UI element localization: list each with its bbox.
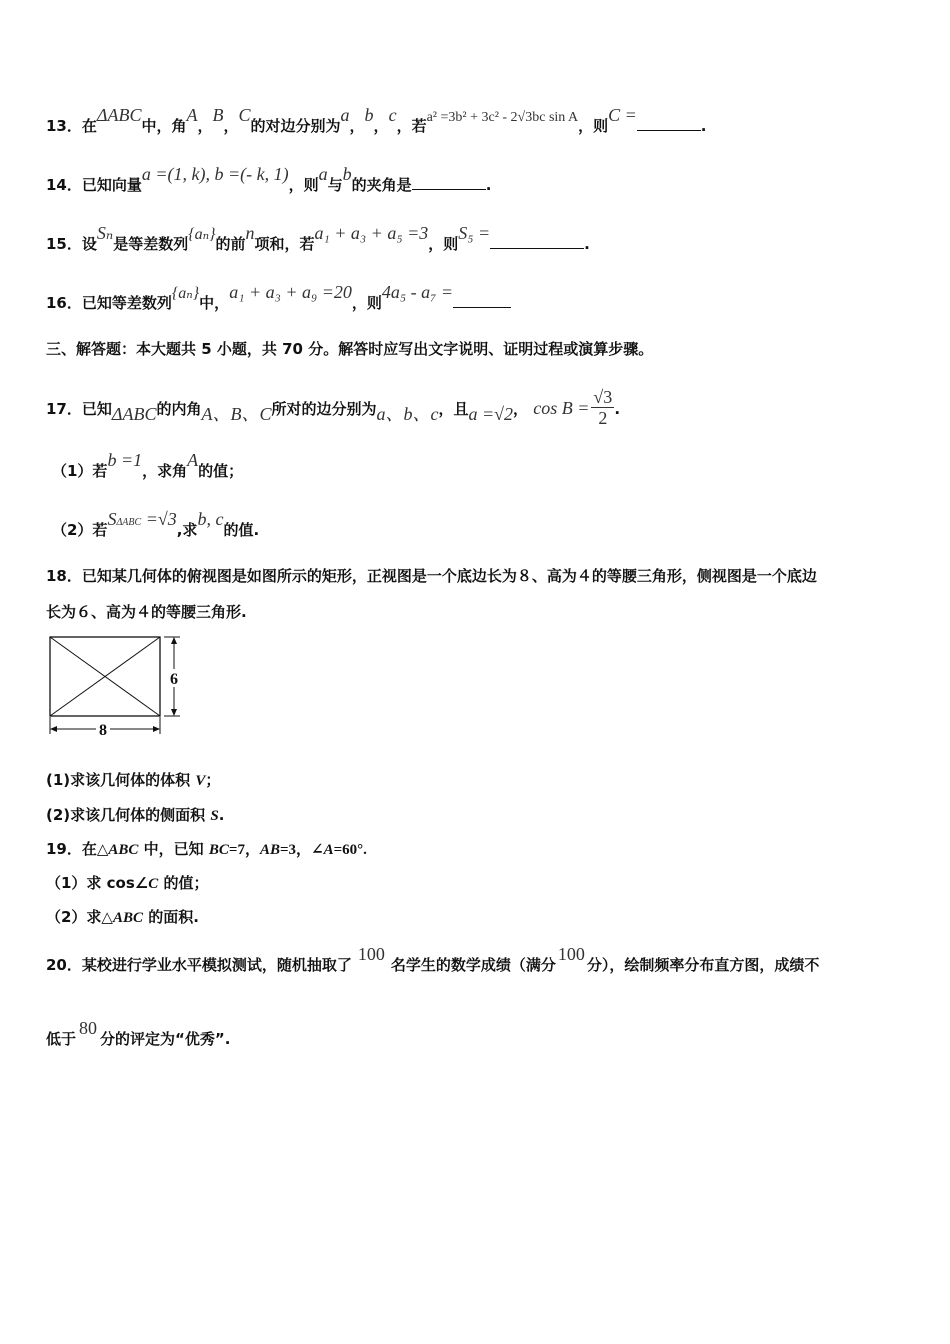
question-19-part-2 <box>46 907 199 928</box>
q20-text: 分），绘制频率分布直方图，成绩不 <box>586 956 820 974</box>
q13-text: ， <box>197 117 213 135</box>
q18-1-text: (1)求该几何体的体积 <box>46 771 196 789</box>
q14-number: 14． <box>46 176 82 194</box>
q13-text: . <box>700 117 707 135</box>
width-arrow-right <box>153 726 160 732</box>
height-arrow-top <box>171 637 177 644</box>
q13-number: 13． <box>46 117 82 135</box>
q13-text: 中，角 <box>141 117 187 135</box>
question-17 <box>46 389 620 430</box>
q17-1-math-A: A <box>187 450 199 470</box>
q14-text: 已知向量 <box>81 176 142 194</box>
question-15 <box>46 223 590 255</box>
q18-2-text: . <box>218 806 225 824</box>
q19-text: 中，已知 <box>138 840 209 858</box>
q19-1-text: （1）求 cos∠ <box>46 874 149 892</box>
q15-text: . <box>584 235 590 253</box>
q13-math-B: B <box>212 105 224 125</box>
q14-text: . <box>485 176 492 194</box>
q17-math-a: a =√2 <box>468 404 514 424</box>
q17-text: 所对的边分别为 <box>271 400 377 418</box>
q15-text: 是等差数列 <box>113 235 189 253</box>
q15-math-n: n <box>245 223 255 243</box>
q17-2-text: （2）若 <box>52 521 108 539</box>
q16-number: 16． <box>46 294 82 312</box>
q19-math-AB: AB <box>259 842 280 858</box>
q13-math-C: C <box>238 105 251 125</box>
q14-answer-blank[interactable] <box>412 175 486 190</box>
section-heading-3: 三、解答题：本大题共 5 小题，共 70 分。解答时应写出文字说明、证明过程或演算步骤。 <box>46 340 654 358</box>
q16-math-sequence: {aₙ} <box>171 285 200 302</box>
q17-math-triangle: ΔABC <box>111 404 157 424</box>
q13-math-C-equals: C = <box>608 105 637 125</box>
q13-text: ，则 <box>578 117 609 135</box>
q14-math-b: b <box>342 164 352 184</box>
q20-text: 低于 <box>46 1030 77 1048</box>
q13-text: ， <box>223 117 239 135</box>
q13-text: 在 <box>81 117 97 135</box>
q17-2-math-equals: =√3 <box>141 509 177 529</box>
q14-text: 与 <box>327 176 343 194</box>
q17-1-math-b: b =1 <box>107 450 143 470</box>
q17-fraction <box>591 387 614 428</box>
q13-answer-blank[interactable] <box>637 116 701 131</box>
q17-text: ， <box>513 400 529 418</box>
q17-fraction-numerator: √3 <box>593 387 613 407</box>
q16-text: ，则 <box>351 294 382 312</box>
q20-math-100-students: 100 <box>357 944 385 964</box>
q15-math-equation: a₁ + a₃ + a₅ =3 <box>314 223 429 243</box>
q18-1-text: ； <box>205 771 221 789</box>
q17-fraction-denominator: 2 <box>598 408 608 428</box>
q14-text: ，则 <box>288 176 319 194</box>
q14-math-a: a <box>318 164 328 184</box>
q13-math-triangle: ΔABC <box>96 105 142 125</box>
question-18-line-2: 长为６、高为４的等腰三角形. <box>46 603 247 621</box>
question-20-line-1 <box>46 944 820 975</box>
question-17-part-2 <box>52 509 260 543</box>
question-14 <box>46 164 492 195</box>
q13-text: ， <box>349 117 365 135</box>
q13-text: 的对边分别为 <box>250 117 341 135</box>
q17-number: 17． <box>46 400 82 418</box>
q15-text: 设 <box>81 235 97 253</box>
q17-2-math-subscript: ΔABC <box>116 517 142 528</box>
q16-text: 已知等差数列 <box>81 294 172 312</box>
q16-text: 中， <box>199 294 230 312</box>
q13-math-c: c <box>388 105 397 125</box>
q15-math-Sn: Sₙ <box>96 223 114 243</box>
q17-math-sides: a、b、c <box>376 404 439 424</box>
q19-1-math-C: C <box>148 876 159 892</box>
q18-1-math-V: V <box>195 773 206 789</box>
q18-2-text: (2)求该几何体的侧面积 <box>46 806 211 824</box>
q17-2-text: ,求 <box>176 521 198 539</box>
question-18-part-2 <box>46 805 224 826</box>
q13-text: ， <box>373 117 389 135</box>
q15-text: 项和，若 <box>254 235 315 253</box>
q19-math-ABC: ABC <box>108 842 139 858</box>
q16-math-expression: 4a₅ - a₇ = <box>381 282 454 302</box>
q19-1-text: 的值； <box>158 874 209 892</box>
q20-math-100-points: 100 <box>557 944 585 964</box>
q19-2-text: （2）求△ <box>46 908 113 926</box>
question-13 <box>46 105 707 138</box>
q13-text: ，若 <box>396 117 427 135</box>
q16-math-equation: a₁ + a₃ + a₉ =20 <box>229 282 352 302</box>
q17-text: ，且 <box>438 400 469 418</box>
height-arrow-bottom <box>171 709 177 716</box>
question-20-line-2 <box>46 1018 231 1049</box>
q19-math-BC: BC <box>208 842 229 858</box>
q20-text: 20．某校进行学业水平模拟测试，随机抽取了 <box>46 956 352 974</box>
q13-math-equation: a² =3b² + 3c² - 2√3bc sin A <box>426 110 579 125</box>
q17-2-math-S: S <box>107 509 117 529</box>
q17-math-angles: A、B、C <box>201 404 272 424</box>
q19-math-A: A <box>323 842 334 858</box>
q13-math-b: b <box>364 105 374 125</box>
q15-math-sequence: {aₙ} <box>188 226 216 243</box>
q13-math-a: a <box>340 105 350 125</box>
rectangle-diagram <box>46 634 188 738</box>
q16-answer-blank[interactable] <box>453 293 511 308</box>
q15-text: 的前 <box>215 235 246 253</box>
q19-text: =60°. <box>333 842 367 858</box>
q17-1-text: （1）若 <box>52 462 108 480</box>
q17-text: 的内角 <box>156 400 202 418</box>
q15-answer-blank[interactable] <box>490 234 584 249</box>
question-18-line-1: 18．已知某几何体的俯视图是如图所示的矩形，正视图是一个底边长为８、高为４的等腰三角形，侧视图是一个底边 <box>46 567 817 585</box>
question-17-part-1 <box>52 450 244 481</box>
question-18-part-1 <box>46 770 220 791</box>
question-19 <box>46 839 367 860</box>
q15-number: 15． <box>46 235 82 253</box>
question-16 <box>46 282 511 314</box>
q19-2-math-ABC: ABC <box>112 910 143 926</box>
question-19-part-1 <box>46 873 208 894</box>
q17-2-text: 的值. <box>223 521 260 539</box>
q15-math-S5: S₅ = <box>458 223 491 243</box>
top-view-figure <box>46 634 188 742</box>
q17-text: 已知 <box>81 400 112 418</box>
height-label: 6 <box>170 671 178 688</box>
q13-math-A: A <box>186 105 198 125</box>
q17-math-cosB: cos B = <box>533 398 590 418</box>
q20-text: 分的评定为“优秀”. <box>100 1030 231 1048</box>
q14-text: 的夹角是 <box>351 176 412 194</box>
q19-2-text: 的面积. <box>143 908 199 926</box>
q19-text: =3，∠ <box>279 842 324 858</box>
q19-text: 19．在△ <box>46 840 109 858</box>
width-label: 8 <box>99 722 107 738</box>
width-arrow-left <box>50 726 57 732</box>
q18-2-math-S: S <box>210 808 219 824</box>
q19-text: =7， <box>228 842 260 858</box>
q17-1-text: ，求角 <box>142 462 188 480</box>
q20-math-80: 80 <box>79 1018 98 1038</box>
q17-1-text: 的值； <box>198 462 244 480</box>
q17-2-math-bc: b, c <box>197 509 224 529</box>
q14-math-vectors: a =(1, k), b =(- k, 1) <box>141 164 289 184</box>
q15-text: ，则 <box>428 235 459 253</box>
q20-text: 名学生的数学成绩（满分 <box>390 956 556 974</box>
q17-text: . <box>614 400 621 418</box>
